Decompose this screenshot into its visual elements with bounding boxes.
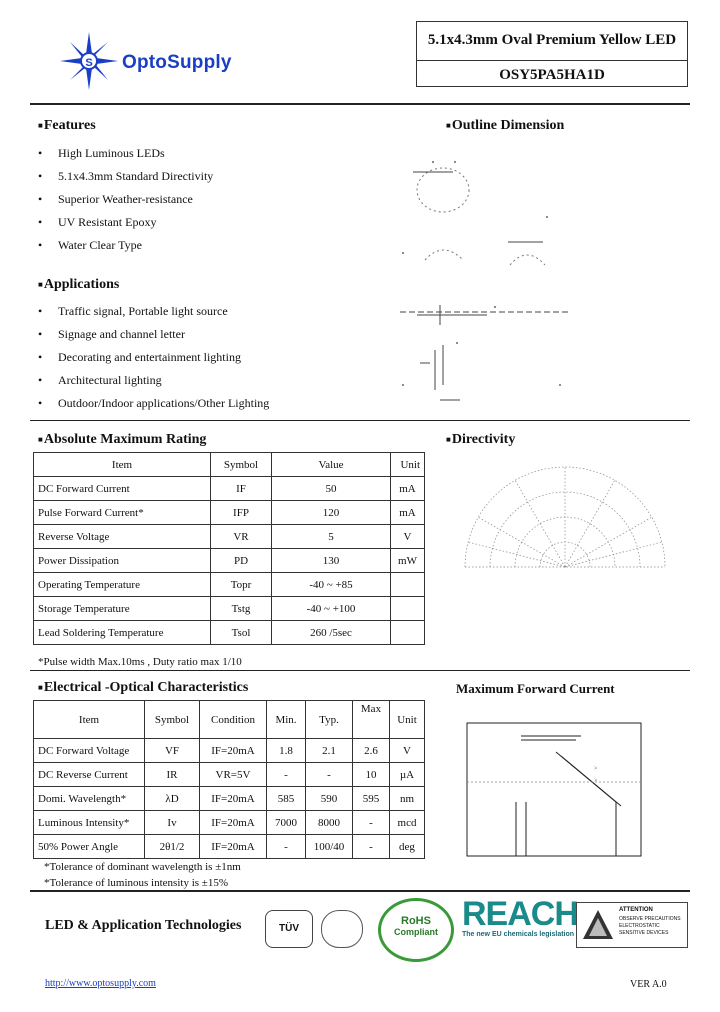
table-cell: 595 (353, 787, 390, 811)
eo-heading: ■ Electrical -Optical Characteristics (38, 680, 248, 696)
eo-table (33, 700, 425, 859)
table-row (34, 787, 425, 811)
directivity-chart (460, 462, 670, 572)
mid-rule (30, 420, 690, 421)
features-list (38, 142, 213, 257)
table-row (34, 811, 425, 835)
table-header-row (34, 453, 425, 477)
table-header: Unit (391, 453, 425, 477)
table-cell: IF=20mA (200, 739, 267, 763)
table-cell: IR (145, 763, 200, 787)
table-cell: Tsol (211, 621, 272, 645)
title-divider (417, 60, 687, 61)
table-row (34, 763, 425, 787)
table-cell: 585 (267, 787, 306, 811)
table-cell: Pulse Forward Current* (34, 501, 211, 525)
header-rule (30, 103, 690, 105)
table-cell (391, 597, 425, 621)
table-cell: Luminous Intensity* (34, 811, 145, 835)
table-cell: 120 (272, 501, 391, 525)
part-number: OSY5PA5HA1D (499, 67, 605, 83)
reach-label: REACH (462, 895, 578, 933)
company-logo (58, 30, 273, 92)
svg-text:>: > (594, 778, 598, 784)
version-label: VER A.0 (630, 979, 667, 990)
website-link[interactable]: http://www.optosupply.com (45, 978, 156, 989)
max-forward-chart (466, 722, 642, 857)
table-cell: DC Forward Current (34, 477, 211, 501)
abs-max-heading: ■ Absolute Maximum Rating (38, 432, 206, 448)
table-row (34, 573, 425, 597)
table-cell: Lead Soldering Temperature (34, 621, 211, 645)
table-cell: nm (390, 787, 425, 811)
table-row (34, 739, 425, 763)
list-item: • Water Clear Type (38, 238, 142, 252)
table-cell: 8000 (306, 811, 353, 835)
applications-list (38, 300, 269, 415)
table-row (34, 621, 425, 645)
outline-drawing (395, 145, 580, 405)
mid-rule-2 (30, 670, 690, 671)
table-cell: Operating Temperature (34, 573, 211, 597)
list-item: • UV Resistant Epoxy (38, 215, 157, 229)
table-header: Typ. (306, 701, 353, 739)
table-cell: Topr (211, 573, 272, 597)
table-cell: -40 ~ +100 (272, 597, 391, 621)
table-cell: 260 /5sec (272, 621, 391, 645)
table-cell: mA (391, 477, 425, 501)
table-cell: VR=5V (200, 763, 267, 787)
reach-sublabel: The new EU chemicals legislation (462, 931, 575, 938)
tuv-badge: TÜV (265, 910, 313, 948)
table-row (34, 597, 425, 621)
abs-max-table (33, 452, 425, 645)
table-cell: 50 (272, 477, 391, 501)
svg-text:>: > (594, 766, 598, 772)
esd-text: OBSERVE PRECAUTIONS ELECTROSTATIC SENSITIVE DEVICES (619, 916, 681, 936)
logo-star-icon (58, 30, 120, 92)
table-header: Symbol (211, 453, 272, 477)
table-cell: 5 (272, 525, 391, 549)
table-cell: mcd (390, 811, 425, 835)
table-cell: VF (145, 739, 200, 763)
table-cell: IF=20mA (200, 787, 267, 811)
table-cell: V (391, 525, 425, 549)
table-cell (391, 573, 425, 597)
table-cell: - (353, 835, 390, 859)
table-cell: deg (390, 835, 425, 859)
table-cell: 2θ1/2 (145, 835, 200, 859)
list-item: • Outdoor/Indoor applications/Other Lighting (38, 396, 270, 410)
table-cell: IF=20mA (200, 835, 267, 859)
table-cell: mA (391, 501, 425, 525)
list-item: • Traffic signal, Portable light source (38, 304, 228, 318)
table-cell: µA (390, 763, 425, 787)
table-header: Symbol (145, 701, 200, 739)
table-cell: 130 (272, 549, 391, 573)
esd-title: ATTENTION (619, 907, 653, 913)
brand-name: OptoSupply (122, 52, 232, 73)
eo-note-2: *Tolerance of luminous intensity is ±15% (44, 877, 228, 889)
rohs-sublabel: Compliant (394, 927, 438, 937)
table-row (34, 525, 425, 549)
svg-text:S: S (85, 57, 93, 69)
table-cell: IF=20mA (200, 811, 267, 835)
rohs-label: RoHS (401, 915, 431, 927)
applications-heading: ■ Applications (38, 277, 119, 293)
max-forward-heading: Maximum Forward Current (456, 681, 615, 696)
directivity-heading: ■ Directivity (446, 432, 515, 448)
table-cell: - (306, 763, 353, 787)
esd-badge (576, 902, 688, 948)
table-header: Min. (267, 701, 306, 739)
eo-note-1: *Tolerance of dominant wavelength is ±1nm (44, 861, 241, 873)
table-cell: - (267, 763, 306, 787)
table-cell: 100/40 (306, 835, 353, 859)
table-header: Item (34, 701, 145, 739)
table-cell: IF (211, 477, 272, 501)
table-cell: DC Forward Voltage (34, 739, 145, 763)
footer-title: LED & Application Technologies (45, 918, 242, 933)
table-cell: Domi. Wavelength* (34, 787, 145, 811)
table-cell: V (390, 739, 425, 763)
table-row (34, 835, 425, 859)
table-cell: DC Reverse Current (34, 763, 145, 787)
table-row (34, 501, 425, 525)
table-cell: 1.8 (267, 739, 306, 763)
rohs-badge (378, 898, 454, 962)
outline-heading: ■ Outline Dimension (446, 118, 564, 134)
table-cell: 590 (306, 787, 353, 811)
table-row (34, 477, 425, 501)
table-cell: 50% Power Angle (34, 835, 145, 859)
table-cell: 2.6 (353, 739, 390, 763)
list-item: • Superior Weather-resistance (38, 192, 193, 206)
table-row (34, 549, 425, 573)
table-header: Condition (200, 701, 267, 739)
cert-badge-icon (321, 910, 363, 948)
table-cell: -40 ~ +85 (272, 573, 391, 597)
reach-badge (462, 895, 578, 947)
warning-triangle-icon (581, 908, 615, 942)
list-item: • Signage and channel letter (38, 327, 185, 341)
list-item: • Decorating and entertainment lighting (38, 350, 241, 364)
table-cell: VR (211, 525, 272, 549)
abs-max-note: *Pulse width Max.10ms , Duty ratio max 1/10 (38, 656, 242, 668)
table-cell: IFP (211, 501, 272, 525)
list-item: • High Luminous LEDs (38, 146, 165, 160)
table-header: Max (353, 701, 390, 739)
list-item: • 5.1x4.3mm Standard Directivity (38, 169, 214, 183)
footer-rule (30, 890, 690, 892)
table-cell: 10 (353, 763, 390, 787)
table-cell: mW (391, 549, 425, 573)
table-cell: Iv (145, 811, 200, 835)
table-cell: - (267, 835, 306, 859)
table-cell: - (353, 811, 390, 835)
list-item: • Architectural lighting (38, 373, 162, 387)
product-title: 5.1x4.3mm Oval Premium Yellow LED (427, 32, 677, 48)
table-cell: Reverse Voltage (34, 525, 211, 549)
table-cell: Storage Temperature (34, 597, 211, 621)
features-heading: ■ Features (38, 118, 96, 134)
table-header: Item (34, 453, 211, 477)
table-cell: 2.1 (306, 739, 353, 763)
table-cell: λD (145, 787, 200, 811)
table-cell (391, 621, 425, 645)
table-header: Unit (390, 701, 425, 739)
table-cell: Tstg (211, 597, 272, 621)
title-box (416, 21, 688, 87)
table-cell: 7000 (267, 811, 306, 835)
table-header: Value (272, 453, 391, 477)
table-cell: Power Dissipation (34, 549, 211, 573)
table-cell: PD (211, 549, 272, 573)
table-header-row (34, 701, 425, 739)
